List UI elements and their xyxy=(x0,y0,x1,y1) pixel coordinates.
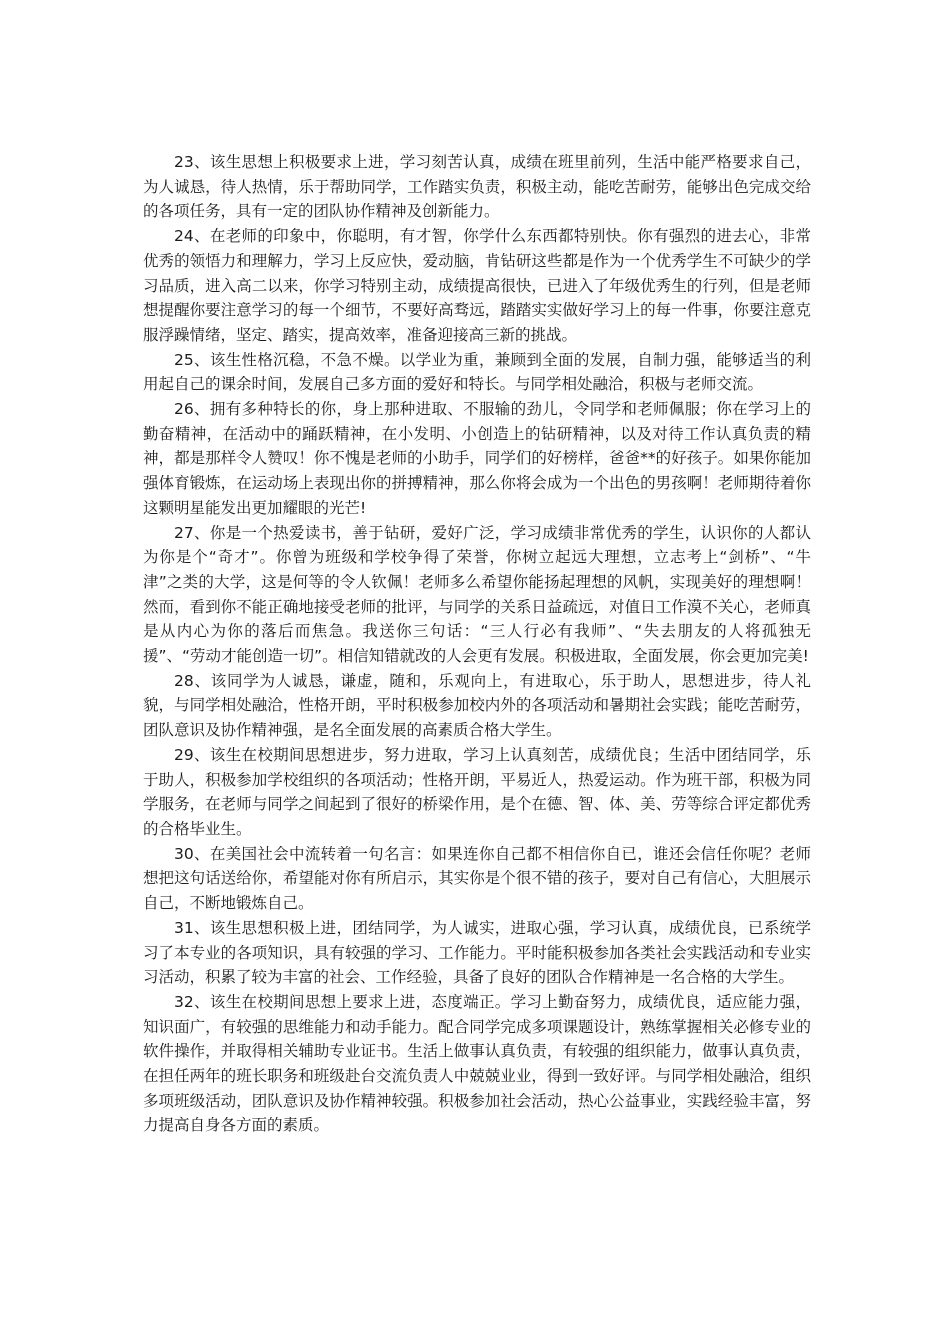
paragraph-28: 28、该同学为人诚恳，谦虚，随和，乐观向上，有进取心，乐于助人，思想进步，待人礼貌，与同学相处融洽，性格开朗，平时积极参加校内外的各项活动和暑期社会实践；能吃苦耐劳，团队意识及协作精神强，是名全面发展的高素质合格大学生。 xyxy=(143,671,811,740)
paragraph-32: 32、该生在校期间思想上要求上进，态度端正。学习上勤奋努力，成绩优良，适应能力强，知识面广，有较强的思维能力和动手能力。配合同学完成多项课题设计，熟练掌握相关必修专业的软件操作，并取得相关辅助专业证书。生活上做事认真负责，有较强的组织能力，做事认真负责，在担任两年的班长职务和班级赴台交流负责人中兢兢业业，得到一致好评。与同学相处融洽，组织多项班级活动，团队意识及协作精神较强。积极参加社会活动，热心公益事业，实践经验丰富，努力提高自身各方面的素质。 xyxy=(143,992,811,1135)
paragraph-31: 31、该生思想积极上进，团结同学，为人诚实，进取心强，学习认真，成绩优良，已系统学习了本专业的各项知识，具有较强的学习、工作能力。平时能积极参加各类社会实践活动和专业实习活动，积累了较为丰富的社会、工作经验，具备了良好的团队合作精神是一名合格的大学生。 xyxy=(143,918,811,987)
paragraph-26: 26、拥有多种特长的你，身上那种进取、不服输的劲儿，令同学和老师佩服；你在学习上的勤奋精神，在活动中的踊跃精神，在小发明、小创造上的钻研精神，以及对待工作认真负责的精神，都是那样令人赞叹！你不愧是老师的小助手，同学们的好榜样，爸爸**的好孩子。如果你能加强体育锻炼，在运动场上表现出你的拼搏精神，那么你将会成为一个出色的男孩啊！老师期待着你这颗明星能发出更加耀眼的光芒! xyxy=(143,400,811,517)
paragraph-23: 23、该生思想上积极要求上进，学习刻苦认真，成绩在班里前列，生活中能严格要求自己，为人诚恳，待人热情，乐于帮助同学，工作踏实负责，积极主动，能吃苦耐劳，能够出色完成交给的各项任务，具有一定的团队协作精神及创新能力。 xyxy=(143,153,811,221)
paragraph-30: 30、在美国社会中流转着一句名言：如果连你自己都不相信你自已，谁还会信任你呢？老师想把这句话送给你，希望能对你有所启示，其实你是个很不错的孩子，要对自己有信心，大胆展示自己，不断地锻炼自己。 xyxy=(143,844,811,913)
paragraph-25: 25、该生性格沉稳，不急不燥。以学业为重，兼顾到全面的发展，自制力强，能够适当的利用起自己的课余时间，发展自己多方面的爱好和特长。与同学相处融洽，积极与老师交流。 xyxy=(143,350,811,394)
paragraph-29: 29、该生在校期间思想进步，努力进取，学习上认真刻苦，成绩优良；生活中团结同学，乐于助人，积极参加学校组织的各项活动；性格开朗，平易近人，热爱运动。作为班干部，积极为同学服务，在老师与同学之间起到了很好的桥梁作用，是个在德、智、体、美、劳等综合评定都优秀的合格毕业生。 xyxy=(143,745,811,838)
paragraph-27: 27、你是一个热爱读书，善于钻研，爱好广泛，学习成绩非常优秀的学生，认识你的人都认为你是个“奇才”。你曾为班级和学校争得了荣誉，你树立起远大理想，立志考上“剑桥”、“牛津”之类的大学，这是何等的令人钦佩！老师多么希望你能扬起理想的风帆，实现美好的理想啊！然而，看到你不能正确地接受老师的批评，与同学的关系日益疏远，对值日工作漠不关心，老师真是从内心为你的落后而焦急。我送你三句话：“三人行必有我师”、“失去朋友的人将孤独无援”、“劳动才能创造一切”。相信知错就改的人会更有发展。积极进取，全面发展，你会更加完美! xyxy=(143,523,811,666)
document-body xyxy=(143,150,811,1138)
paragraph-24: 24、在老师的印象中，你聪明，有才智，你学什么东西都特别快。你有强烈的进去心，非常优秀的领悟力和理解力，学习上反应快，爱动脑，肯钻研这些都是作为一个优秀学生不可缺少的学习品质，进入高二以来，你学习特别主动，成绩提高很快，已进入了年级优秀生的行列，但是老师想提醒你要注意学习的每一个细节，不要好高骛远，踏踏实实做好学习上的每一件事，你要注意克服浮躁情绪，坚定、踏实，提高效率，准备迎接高三新的挑战。 xyxy=(143,227,811,344)
